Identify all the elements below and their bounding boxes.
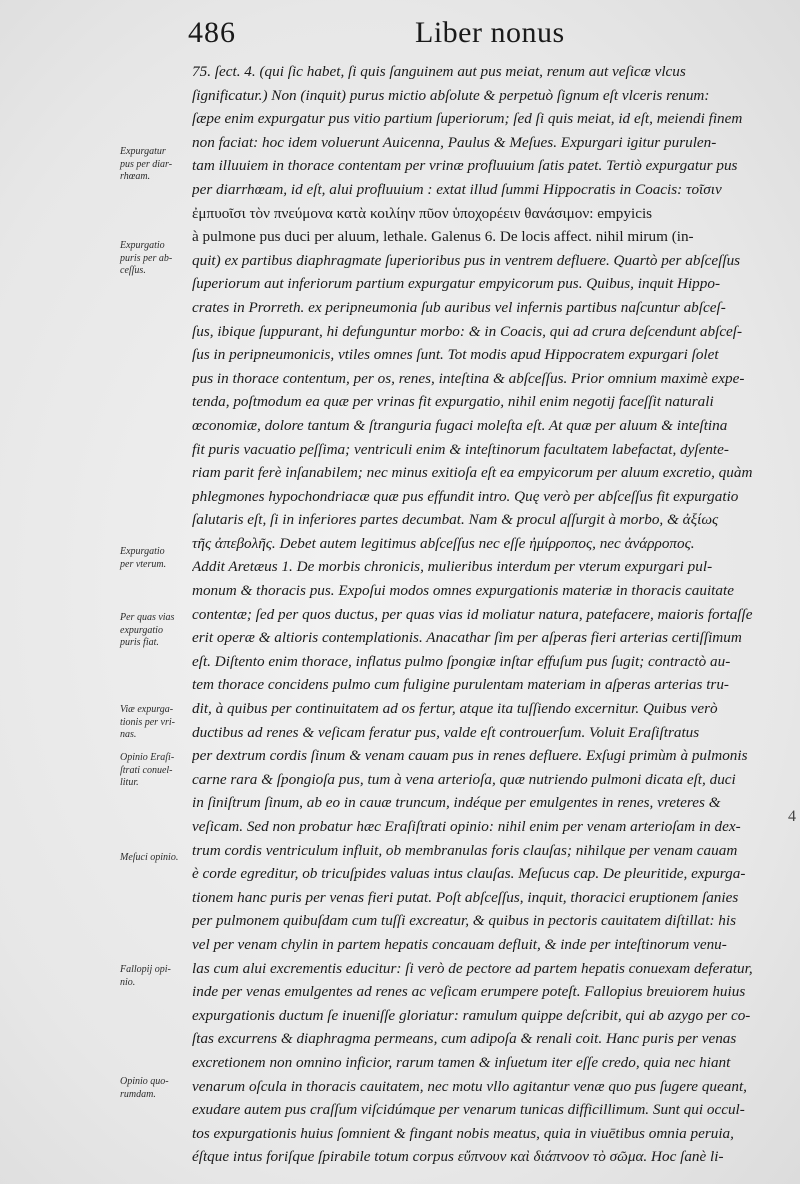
margin-note-line: nas.: [120, 729, 137, 740]
margin-note-line: Expurgatio: [120, 240, 165, 251]
margin-note-line: Per quas vias: [120, 612, 175, 623]
text-line: dit, à quibus per continuitatem ad os fertur, atque ita tuſſiendo excernitur. Quibus verò: [192, 700, 718, 718]
text-line: 75. ſect. 4. (qui ſic habet, ſi quis ſanguinem aut pus meiat, renum aut veſicæ vlcus: [192, 63, 686, 80]
margin-note-line: rhœam.: [120, 171, 151, 182]
text-line: τῆς ἀπεβολῆς. Debet autem legitimus abſceſſus nec eſſe ἠμίρροπος, nec ἀνάρροπος.: [192, 534, 695, 552]
margin-note-line: ſtrati conuel-: [120, 764, 173, 776]
text-line: vel per venam chylin in partem hepatis concauam defluit, & inde per inteſtinorum venu-: [192, 935, 727, 953]
page-number: 486: [188, 16, 236, 49]
text-line: tos expurgationis huius ſomnient & fingant nobis meatus, quia in viuētibus omnia peruia,: [192, 1124, 734, 1142]
text-line: eſt. Diſtento enim thorace, inflatus pulmo ſpongiæ inſtar effuſum pus ſugit; contractò au-: [192, 652, 731, 670]
text-line: contentæ; ſed per quos ductus, per quas vias id moliatur natura, patefacere, maioris fortaſſe: [192, 605, 753, 623]
text-line: carne rara & ſpongioſa pus, tum à vena arterioſa, quæ nutriendo pulmoni dicata eſt, duci: [192, 770, 736, 788]
margin-note-line: Opinio Eraſi-: [120, 752, 175, 763]
text-line: las cum alui excrementis educitur: ſi verò de pectore ad partem hepatis conuexam deferatur,: [192, 959, 753, 977]
text-line: ſæpe enim expurgatur pus vitio partium ſuperiorum; ſed ſi quis meiat, id eſt, meiendi finem: [192, 110, 743, 128]
running-head: Liber nonus: [415, 16, 565, 49]
margin-note: [120, 964, 190, 989]
margin-note: [120, 146, 190, 184]
margin-note-line: Meſuci opinio.: [120, 852, 179, 863]
text-line: ſus, ibique ſuppurant, hi defunguntur morbo: & in Coacis, qui ad crura deſcendunt abſceſ-: [192, 322, 743, 340]
text-line: tionem hanc puris per venas fieri putat. Poſt abſceſſus, inquit, thoracici eruptionem ſanies: [192, 888, 739, 906]
text-line: ductibus ad renes & veſicam feratur pus, valde eſt controuerſum. Voluit Eraſiſtratus: [192, 723, 700, 741]
margin-note-line: rumdam.: [120, 1088, 156, 1100]
text-line: veſicam. Sed non probatur hæc Eraſiſtrati opinio: nihil enim per venam arterioſam in dex-: [192, 818, 741, 835]
margin-note-line: expurgatio: [120, 624, 163, 636]
margin-note-line: Opinio quo-: [120, 1076, 169, 1087]
text-line: ſalutaris eſt, ſi in inferiores partes decumbat. Nam & procul aſſurgit à morbo, & ἀξίως: [192, 511, 719, 529]
text-line: expurgationis ductum ſe inueniſſe gloriatur: ramulum quippe deſcribit, qui ab azygo per co-: [192, 1006, 751, 1024]
margin-notes: [120, 0, 190, 1184]
margin-note: [120, 752, 190, 790]
margin-note-line: Viæ expurga-: [120, 704, 174, 715]
margin-note-line: litur.: [120, 777, 139, 788]
margin-note-line: per vterum.: [120, 558, 167, 570]
text-line: tem thorace concidens pulmo cum fuligine purulentam materiam in aſperas arterias tru-: [192, 676, 729, 694]
text-line: tam illuuiem in thorace contentam per vrinæ profluuium ſatis patet. Tertiò expurgatur pus: [192, 157, 738, 175]
text-line: per pulmonem quibuſdam cum tuſſi excreatur, & quibus in pectoris cauitatem diſtillat: his: [192, 912, 737, 930]
text-line: Addit Aretæus 1. De morbis chronicis, mulieribus interdum per vterum expurgari pul-: [192, 558, 713, 576]
margin-note: [120, 1076, 190, 1101]
text-line: exudare autem pus craſſum viſcidúmque per venarum tunicas difficillimum. Sunt qui occul-: [192, 1101, 745, 1119]
text-line: excretionem non omnino inficior, rarum tamen & inſuetum iter eſſe credo, quia nec hiant: [192, 1053, 731, 1071]
margin-note-line: pus per diar-: [120, 158, 173, 170]
margin-note: [120, 612, 190, 650]
text-line: pus in thorace contentum, per os, renes, inteſtina & abſceſſus. Prior omnium maximè expe-: [192, 369, 745, 387]
margin-note: [120, 546, 190, 571]
margin-note: [120, 704, 190, 742]
text-line: phlegmones hypochondriacæ quæ pus effundit intro. Quę verò per abſceſſus fit expurgatio: [192, 487, 739, 505]
margin-note-line: nio.: [120, 976, 136, 988]
text-line: ſtas excurrens & diaphragma permeans, cum adipoſa & renali coit. Hanc puris per venas: [192, 1030, 737, 1048]
text-line: ſuperiorum aut inferiorum partium expurgatur empyicorum pus. Quibus, inquit Hippo-: [192, 275, 721, 293]
text-line: éſtque intus foriſque ſpirabile totum corpus εὔπνουν καὶ διάπνοον τὸ σῶμα. Hoc ſanè li-: [192, 1148, 724, 1166]
text-line: ſus in peripneumonicis, vtiles omnes ſunt. Tot modis apud Hippocratem expurgari ſolet: [192, 346, 719, 364]
text-line: monum & thoracis pus. Expoſui modos omnes expurgationis materiæ in thoracis cauitate: [192, 582, 734, 600]
margin-note-line: Expurgatur: [120, 146, 166, 157]
text-line: trum cordis ventriculum influit, ob membranulas foris clauſas; nihilque per venam cauam: [192, 841, 738, 859]
text-line: in ſiniſtrum ſinum, ab eo in cauæ truncum, indéque per emulgentes in renes, vreteres &: [192, 794, 721, 812]
text-line: fit puris vacuatio peſſima; ventriculi enim & inteſtinorum facultatem labefactat, dyſente-: [192, 440, 729, 458]
text-line: ἐμπυοῖσι τὸν πνεύμονα κατὰ κοιλίην πῦον ὑποχορέειν θανάσιμον: empyicis: [192, 204, 653, 222]
text-line: per dextrum cordis ſinum & venam cauam pus in renes defluere. Exſugi primùm à pulmonis: [192, 747, 748, 765]
margin-note-line: puris per ab-: [120, 252, 173, 264]
text-line: ſignificatur.) Non (inquit) purus mictio abſolute & perpetuò ſignum eſt vlceris renum:: [192, 86, 710, 104]
margin-note: [120, 240, 190, 278]
text-line: è corde egreditur, ob tricuſpides valuas intus clauſas. Meſucus cap. De pleuritide, expurga-: [192, 865, 746, 883]
text-line: riam parit ferè inſanabilem; nec minus exitioſa eſt ea empyicorum per aluum excretio, quàm: [192, 464, 753, 482]
text-line: non faciat: hoc idem voluerunt Auicenna, Paulus & Meſues. Expurgari igitur purulen-: [192, 133, 717, 151]
text-line: à pulmone pus duci per aluum, lethale. Galenus 6. De locis affect. nihil mirum (in-: [192, 228, 694, 246]
margin-note: [120, 852, 190, 865]
text-line: œconomiæ, dolore tantum & ſtranguria fugaci moleſta eſt. At quæ per aluum & inteſtina: [192, 416, 728, 434]
text-line: inde per venas emulgentes ad renes ac veſicam erumpere poteſt. Fallopius breuiorem huius: [192, 983, 746, 1001]
margin-note-line: tionis per vri-: [120, 716, 175, 728]
margin-note-line: Expurgatio: [120, 546, 165, 557]
margin-note-line: Fallopij opi-: [120, 964, 171, 975]
text-line: erit operæ & altioris contemplationis. Anacathar ſim per aſperas fieri arterias certiſſimum: [192, 629, 742, 647]
margin-note-line: ceſſus.: [120, 265, 146, 276]
margin-note-line: puris fiat.: [120, 637, 159, 648]
text-line: tenda, poſtmodum ea quæ per vrinas fit expurgatio, nihil enim negotij faceſſit naturali: [192, 393, 714, 411]
text-line: venarum oſcula in thoracis cauitatem, nec motu vllo agitantur venæ quo pus ſugere queant,: [192, 1077, 747, 1095]
text-line: per diarrhœam, id eſt, alui profluuium : extat illud ſummi Hippocratis in Coacis: τοῖσιν: [192, 180, 722, 198]
edge-mark: 4: [788, 808, 796, 825]
text-line: quit) ex partibus diaphragmate ſuperioribus pus in ventrem defluere. Quartò per abſceſſus: [192, 251, 741, 269]
main-text-block: [192, 60, 776, 1169]
text-line: crates in Prorreth. ex peripneumonia ſub auribus vel infernis partibus naſcuntur abſceſ-: [192, 298, 726, 316]
